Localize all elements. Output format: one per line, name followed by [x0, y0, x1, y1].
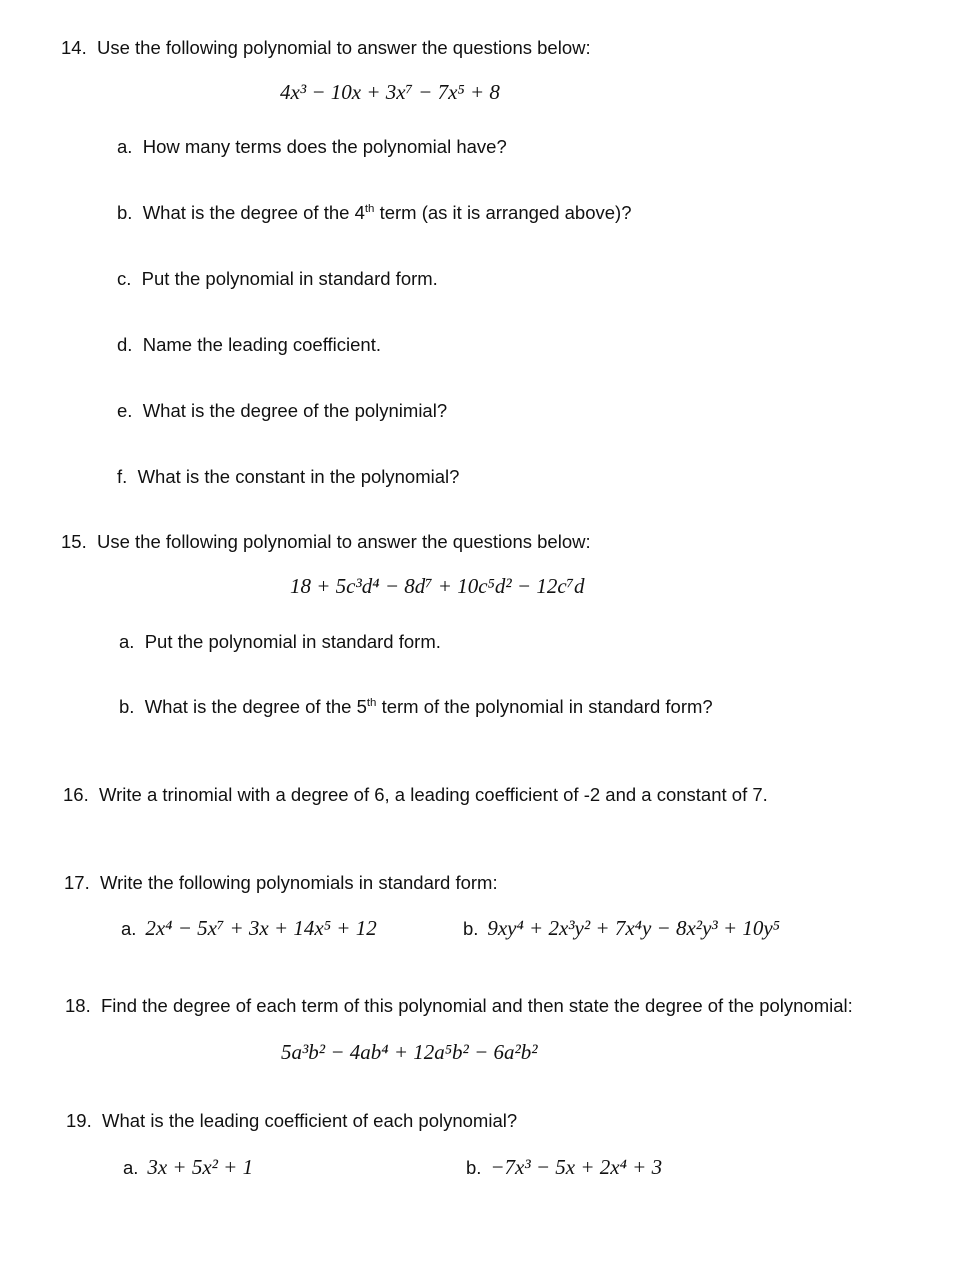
- q14-part-d: [117, 334, 381, 356]
- question-19: [66, 1110, 517, 1132]
- q15-part-a: [119, 631, 441, 653]
- part-label: a.: [121, 918, 137, 939]
- q18-expression: 5a³b² − 4ab⁴ + 12a⁵b² − 6a²b²: [281, 1040, 538, 1064]
- question-number: 16.: [63, 784, 89, 805]
- ordinal-suffix: th: [364, 202, 375, 215]
- part-text: Put the polynomial in standard form.: [144, 631, 441, 652]
- part-label: b.: [119, 696, 135, 717]
- part-expression: 9xy⁴ + 2x³y² + 7x⁴y − 8x²y³ + 10y⁵: [487, 916, 780, 940]
- question-number: 17.: [64, 872, 90, 893]
- question-number: 19.: [66, 1110, 92, 1131]
- question-prompt: Find the degree of each term of this polynomial and then state the degree of the polynomial:: [101, 995, 853, 1016]
- q14-part-a: [117, 136, 507, 158]
- q17-part-a: [121, 916, 377, 941]
- part-text: How many terms does the polynomial have?: [142, 136, 507, 157]
- question-number: 18.: [65, 995, 91, 1016]
- part-text: term of the polynomial in standard form?: [376, 696, 713, 717]
- q17-part-b: [463, 916, 780, 941]
- question-prompt: Write the following polynomials in standard form:: [100, 872, 498, 893]
- part-label: b.: [466, 1157, 482, 1178]
- question-prompt: What is the leading coefficient of each polynomial?: [102, 1110, 518, 1131]
- q14-part-e: [117, 400, 447, 422]
- question-number: 15.: [61, 531, 87, 552]
- part-label: c.: [117, 268, 132, 289]
- question-16: [63, 784, 768, 806]
- part-text: What is the degree of the polynimial?: [142, 400, 448, 421]
- part-label: f.: [117, 466, 128, 487]
- part-expression: −7x³ − 5x + 2x⁴ + 3: [490, 1155, 663, 1179]
- q14-part-c: [117, 268, 438, 290]
- question-14: [61, 37, 591, 59]
- q15-part-b: [119, 696, 713, 718]
- part-expression: 3x + 5x² + 1: [147, 1155, 254, 1179]
- part-text: term (as it is arranged above)?: [374, 202, 632, 223]
- part-label: b.: [463, 918, 479, 939]
- part-label: a.: [123, 1157, 139, 1178]
- part-text: Name the leading coefficient.: [142, 334, 381, 355]
- part-label: a.: [119, 631, 135, 652]
- part-text: Put the polynomial in standard form.: [141, 268, 438, 289]
- question-17: [64, 872, 498, 894]
- question-15: [61, 531, 591, 553]
- part-text: What is the degree of the 5: [144, 696, 367, 717]
- q14-expression: 4x³ − 10x + 3x⁷ − 7x⁵ + 8: [280, 80, 500, 104]
- q19-part-a: [123, 1155, 253, 1180]
- question-number: 14.: [61, 37, 87, 58]
- part-text: What is the degree of the 4: [142, 202, 365, 223]
- q14-part-b: [117, 202, 632, 224]
- part-expression: 2x⁴ − 5x⁷ + 3x + 14x⁵ + 12: [145, 916, 377, 940]
- question-prompt: Write a trinomial with a degree of 6, a leading coefficient of -2 and a constant of 7.: [99, 784, 768, 805]
- part-label: d.: [117, 334, 133, 355]
- ordinal-suffix: th: [366, 696, 377, 709]
- question-prompt: Use the following polynomial to answer the questions below:: [97, 37, 591, 58]
- part-label: e.: [117, 400, 133, 421]
- q14-part-f: [117, 466, 459, 488]
- part-label: a.: [117, 136, 133, 157]
- question-prompt: Use the following polynomial to answer the questions below:: [97, 531, 591, 552]
- question-18: [65, 995, 853, 1017]
- part-text: What is the constant in the polynomial?: [137, 466, 460, 487]
- q15-expression: 18 + 5c³d⁴ − 8d⁷ + 10c⁵d² − 12c⁷d: [290, 574, 585, 598]
- q19-part-b: [466, 1155, 662, 1180]
- part-label: b.: [117, 202, 133, 223]
